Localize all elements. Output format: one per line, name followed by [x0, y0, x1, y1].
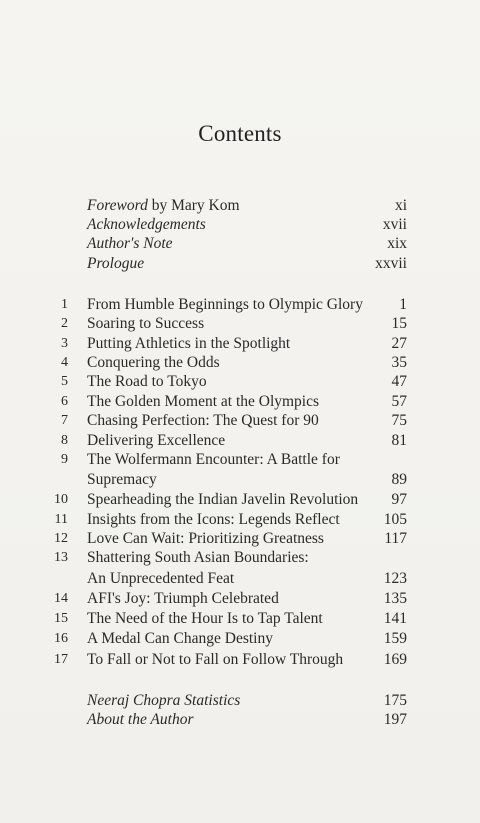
chapter-number: 9: [61, 452, 68, 467]
toc-chapter-row: [0, 334, 480, 353]
toc-page-number: 15: [391, 315, 407, 332]
toc-page-number: 89: [391, 471, 407, 488]
chapter-number: 16: [54, 631, 68, 646]
toc-page-number: 123: [383, 570, 407, 587]
chapter-title: Love Can Wait: Prioritizing Greatness: [87, 530, 324, 547]
chapter-title: The Golden Moment at the Olympics: [87, 393, 320, 410]
toc-front-label: Prologue: [87, 255, 145, 272]
chapter-title: Conquering the Odds: [87, 354, 220, 371]
chapter-title: Shattering South Asian Boundaries:: [87, 549, 309, 566]
toc-page-number: 57: [391, 393, 407, 410]
toc-page-number: 97: [391, 491, 407, 508]
toc-chapter-row: [0, 314, 480, 333]
chapter-title: Chasing Perfection: The Quest for 90: [87, 412, 319, 429]
toc-page-number: 141: [383, 610, 407, 627]
chapter-number: 6: [61, 394, 68, 409]
toc-chapter-row: [0, 650, 480, 669]
toc-page-number: 81: [391, 432, 407, 449]
toc-back-label: Neeraj Chopra Statistics: [87, 692, 241, 709]
chapter-title: The Road to Tokyo: [87, 373, 207, 390]
toc-chapter-row: [0, 589, 480, 608]
toc-back-item: [0, 691, 480, 710]
toc-page-number: xxvii: [375, 255, 407, 272]
toc-page-number: 175: [383, 692, 407, 709]
toc-page-number: 159: [383, 630, 407, 647]
chapter-title: AFI's Joy: Triumph Celebrated: [87, 590, 279, 607]
chapter-number: 17: [54, 652, 68, 667]
toc-page-number: xix: [387, 235, 407, 252]
toc-chapter-row: [0, 548, 480, 567]
chapter-title: Insights from the Icons: Legends Reflect: [87, 511, 340, 528]
chapter-number: 4: [61, 355, 68, 370]
toc-page-number: 27: [391, 335, 407, 352]
chapter-number: 5: [61, 374, 68, 389]
toc-page-number: 1: [399, 296, 407, 313]
toc-page-number: xvii: [382, 216, 407, 233]
chapter-number: 7: [61, 413, 68, 428]
chapter-number: 12: [54, 531, 68, 546]
chapter-number: 14: [54, 591, 68, 606]
chapter-number: 13: [54, 550, 68, 565]
toc-page-number: 197: [383, 711, 407, 728]
toc-chapter-row: [0, 629, 480, 648]
chapter-title: Delivering Excellence: [87, 432, 226, 449]
toc-chapter-row: [0, 450, 480, 469]
toc-chapter-row: [0, 392, 480, 411]
toc-page-number: 117: [384, 530, 407, 547]
toc-chapter-row: [0, 411, 480, 430]
toc-page-number: 35: [391, 354, 407, 371]
chapter-number: 1: [61, 297, 68, 312]
toc-page-number: 105: [383, 511, 407, 528]
chapter-title: A Medal Can Change Destiny: [87, 630, 273, 647]
chapter-title-continued: Supremacy: [87, 471, 157, 488]
chapter-title: The Wolfermann Encounter: A Battle for: [87, 451, 340, 468]
chapter-title: The Need of the Hour Is to Tap Talent: [87, 610, 323, 627]
toc-chapter-row: [0, 510, 480, 529]
toc-chapter-row: [0, 431, 480, 450]
chapter-title: Spearheading the Indian Javelin Revolution: [87, 491, 359, 508]
toc-back-item: [0, 710, 480, 729]
chapter-number: 8: [61, 433, 68, 448]
chapter-title: From Humble Beginnings to Olympic Glory: [87, 296, 363, 313]
page-title: Contents: [198, 121, 282, 146]
chapter-title-continued: An Unprecedented Feat: [87, 570, 235, 587]
toc-chapter-row: [0, 295, 480, 314]
toc-back-label: About the Author: [87, 711, 194, 728]
toc-chapter-row: [0, 609, 480, 628]
toc-front-label-rest: by Mary Kom: [147, 197, 240, 214]
toc-page-number: 169: [383, 651, 407, 668]
chapter-title: Soaring to Success: [87, 315, 205, 332]
chapter-number: 3: [61, 336, 68, 351]
toc-front-item: [0, 234, 480, 253]
chapter-number: 2: [61, 316, 68, 331]
chapter-title: To Fall or Not to Fall on Follow Through: [87, 651, 344, 668]
toc-front-item: [0, 215, 480, 234]
chapter-number: 10: [54, 492, 68, 507]
toc-front-label: Acknowledgements: [87, 216, 206, 233]
toc-chapter-row-continued: [0, 569, 480, 588]
chapter-number: 15: [54, 611, 68, 626]
toc-page-number: 47: [391, 373, 407, 390]
toc-page-number: xi: [394, 197, 407, 214]
toc-chapter-row: [0, 353, 480, 372]
toc-front-label: Author's Note: [87, 235, 173, 252]
toc-chapter-row: [0, 490, 480, 509]
toc-page-number: 135: [383, 590, 407, 607]
toc-chapter-row: [0, 372, 480, 391]
chapter-title: Putting Athletics in the Spotlight: [87, 335, 291, 352]
toc-page-number: 75: [391, 412, 407, 429]
toc-front-item: [0, 254, 480, 273]
toc-front-label: Foreword: [87, 197, 148, 214]
chapter-number: 11: [54, 512, 68, 527]
toc-chapter-row: [0, 529, 480, 548]
toc-front-item: [0, 196, 480, 215]
toc-chapter-row-continued: [0, 470, 480, 489]
